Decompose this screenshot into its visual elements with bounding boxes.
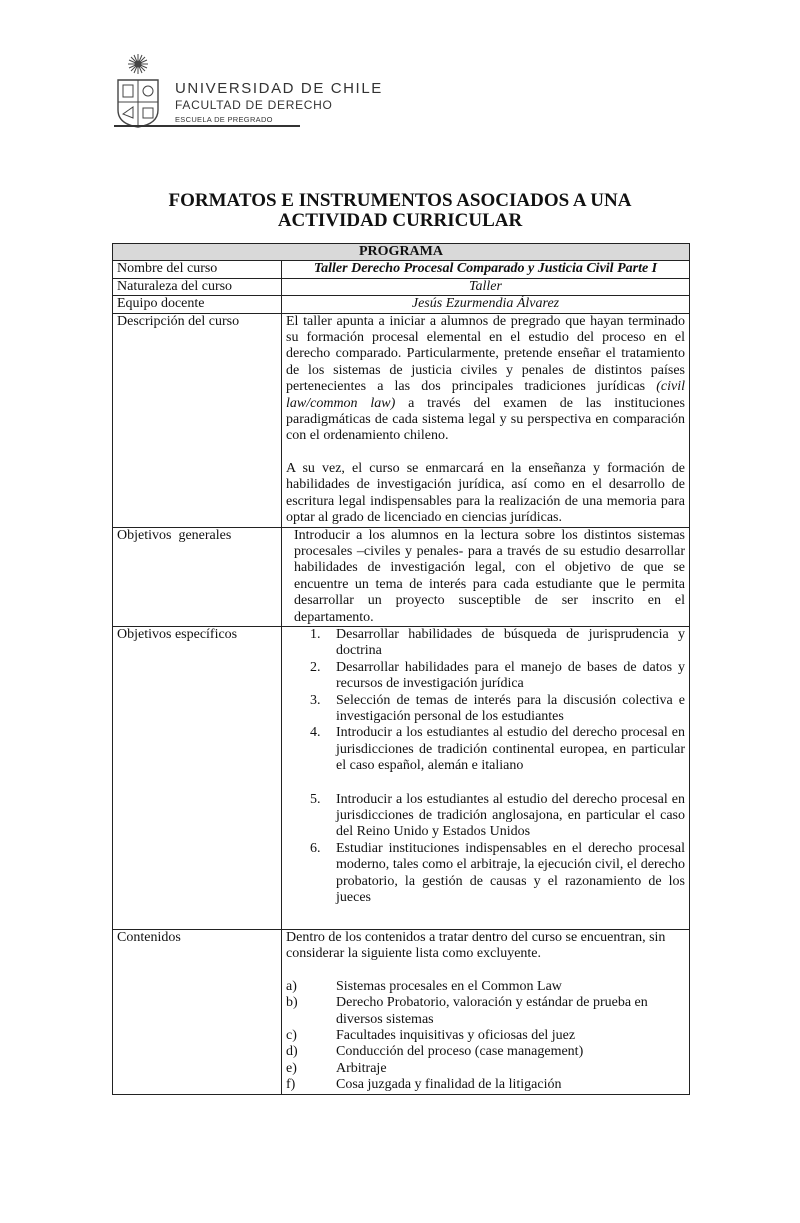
description-text-a: El taller apunta a iniciar a alumnos de pregrado que hayan terminado su formación procesal elemental en el estudio del proceso en el derecho comparado. Particularmente, pretende enseñar el tratamiento de los sistemas de justicia civiles y penales de distintos países pertenecientes a las dos principales tradiciones jurídicas [286,313,685,395]
logo-divider [114,125,300,127]
table-row [113,929,690,1094]
course-name-value: Taller Derecho Procesal Comparado y Justicia Civil Parte I [282,261,690,278]
specific-objectives-list [286,627,685,907]
list-item: 3. Selección de temas de interés para la discusión colectiva e investigación personal de los estudiantes [310,692,685,724]
contents-value [282,929,690,1094]
document-title-line2: ACTIVIDAD CURRICULAR [277,210,523,231]
general-objectives-value: Introducir a los alumnos en la lectura sobre los distintos sistemas procesales –civiles y penales- para a través de su estudio desarrollar habilidades de investigación legal, con el objetivo de que se encuentre un tema de interés para cada estudiante que le permita desarrollar un proyecto susceptible de ser inscrito en el departamento. [282,527,690,626]
table-row [113,261,690,278]
team-value: Jesús Ezurmendia Álvarez [282,296,690,313]
description-value [282,313,690,527]
description-paragraph-2: A su vez, el curso se enmarcará en la enseñanza y formación de habilidades de investigación jurídica, así como en el desarrollo de escritura legal indispensables para la realización de una memoria para optar al grado de licenciado en ciencias jurídicas. [286,460,685,526]
table-row [113,278,690,295]
list-item: 6. Estudiar instituciones indispensables en el derecho procesal moderno, tales como el arbitraje, la ejecución civil, el derecho probatorio, la gestión de causas y el razonamiento de los jueces [310,840,685,906]
list-item: a) Sistemas procesales en el Common Law [286,978,562,994]
contents-label: Contenidos [113,929,282,1094]
university-logo [115,52,383,128]
university-name: UNIVERSIDAD DE CHILE [175,80,383,97]
list-item: c) Facultades inquisitivas y oficiosas del juez [286,1027,576,1043]
description-text-italic: (civil law/common law) [286,379,685,411]
description-label: Descripción del curso [113,313,282,527]
table-row [113,296,690,313]
list-item: f) Cosa juzgada y finalidad de la litigación [286,1077,562,1093]
specific-objectives-value [282,626,690,929]
faculty-name: FACULTAD DE DERECHO [175,98,333,112]
general-objectives-label: Objetivos generales [113,527,282,626]
school-name: ESCUELA DE PREGRADO [175,115,273,124]
team-label: Equipo docente [113,296,282,313]
course-name-label: Nombre del curso [113,261,282,278]
table-row [113,527,690,626]
list-item: b) Derecho Probatorio, valoración y estándar de prueba en diversos sistemas [286,995,648,1027]
list-item: 4. Introducir a los estudiantes al estudio del derecho procesal en jurisdicciones de tradición continental europea, en particular el caso español, alemán e italiano [310,725,685,774]
list-item: e) Arbitraje [286,1060,387,1076]
program-table [112,243,690,1095]
table-row [113,313,690,527]
list-item: 1. Desarrollar habilidades de búsqueda de jurisprudencia y doctrina [310,626,685,659]
specific-objectives-label: Objetivos específicos [113,626,282,929]
nature-label: Naturaleza del curso [113,278,282,295]
nature-value: Taller [282,278,690,295]
table-header-row [113,244,690,261]
table-header: PROGRAMA [113,244,690,261]
contents-intro: Dentro de los contenidos a tratar dentro del curso se encuentran, sin considerar la siguiente lista como excluyente. [286,929,666,962]
university-seal-icon [115,52,161,128]
document-title-line1: FORMATOS E INSTRUMENTOS ASOCIADOS A UNA [168,190,632,211]
list-item: d) Conducción del proceso (case management) [286,1044,584,1060]
table-row [113,626,690,929]
list-item: 2. Desarrollar habilidades para el manejo de bases de datos y recursos de investigación jurídica [310,659,685,692]
list-item: 5. Introducir a los estudiantes al estudio del derecho procesal en jurisdicciones de tradición anglosajona, en particular el caso del Reino Unido y Estados Unidos [310,791,685,840]
description-paragraph-1 [286,314,685,445]
description-text-b: a través del examen de las instituciones paradigmáticas de cada sistema legal y su perspectiva en comparación con el ordenamiento chileno. [286,395,685,444]
